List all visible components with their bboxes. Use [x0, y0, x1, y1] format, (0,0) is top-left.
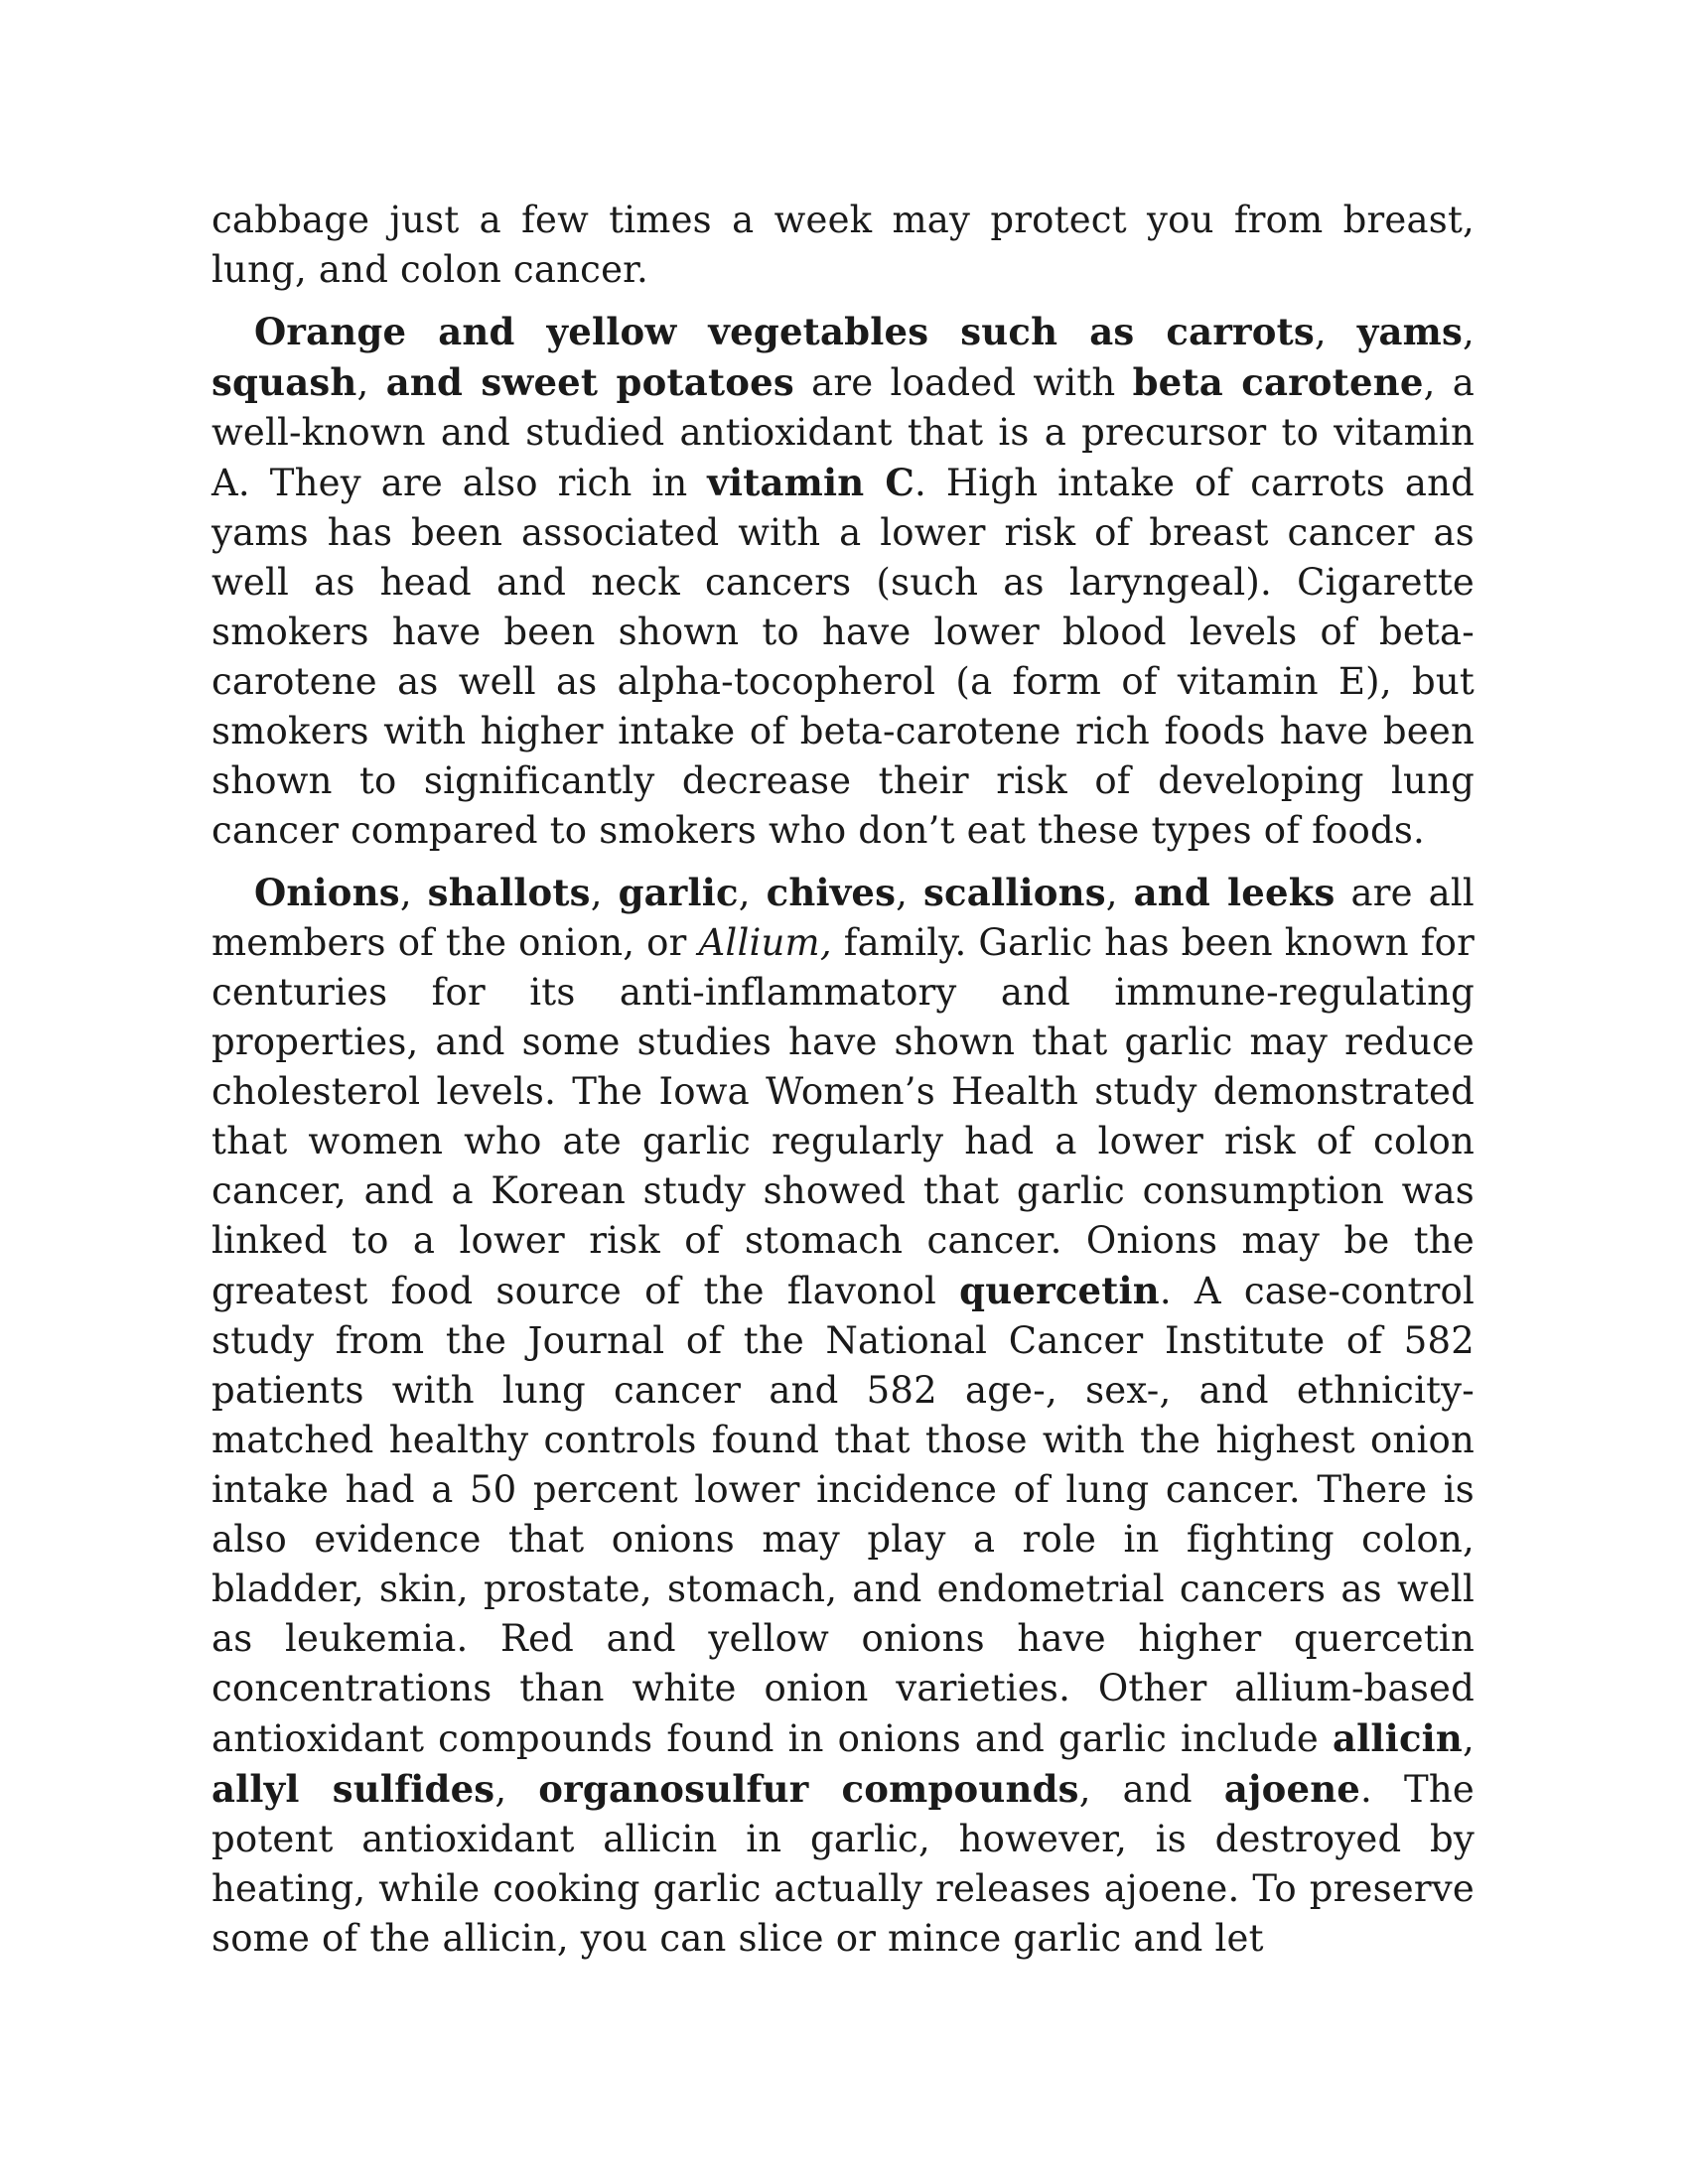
bold-term: shallots — [427, 871, 591, 914]
text-run: , — [738, 872, 767, 914]
bold-term: beta carotene — [1132, 360, 1424, 404]
text-run: are loaded with — [793, 361, 1133, 404]
bold-term: vitamin C — [707, 461, 914, 504]
text-run: , a well-known and studied antioxidant that is a precursor to vitamin A. They are also rich in — [211, 361, 1475, 504]
bold-term: quercetin — [959, 1269, 1160, 1312]
paragraph-1 — [211, 196, 1475, 295]
document-page — [211, 196, 1475, 1976]
bold-term: organosulfur compounds — [538, 1767, 1079, 1811]
italic-term: Allium, — [698, 921, 832, 964]
bold-term: squash — [211, 360, 357, 404]
bold-term: yams — [1356, 310, 1464, 353]
bold-term: Onions — [254, 871, 400, 914]
text-run: , — [494, 1768, 539, 1811]
text-run: , — [1314, 311, 1357, 353]
bold-term: allyl sulfides — [211, 1767, 495, 1811]
text-run: , — [399, 872, 428, 914]
text-run: , and — [1078, 1768, 1224, 1811]
text-run: , — [356, 361, 386, 404]
bold-term: and sweet potatoes — [385, 360, 794, 404]
paragraph-2 — [211, 307, 1475, 856]
bold-term: Orange and yellow vegetables such as carrots — [254, 310, 1315, 353]
text-run: . A case-control study from the Journal of the National Cancer Institute of 582 patients with lung cancer and 582 age-, sex-, and ethnicity-matched healthy controls found that those with the highest onion intake had a 50 percent lower incidence of lung cancer. There is also evidence that onions may play a role in fighting colon, bladder, skin, prostate, stomach, and endometrial cancers as well as leukemia. Red and yellow onions have higher quercetin concentrations than white onion varieties. Other allium-based antioxidant compounds found in onions and garlic include — [211, 1270, 1475, 1760]
bold-term: and leeks — [1133, 871, 1336, 914]
bold-term: allicin — [1333, 1716, 1464, 1760]
bold-term: ajoene — [1223, 1767, 1361, 1811]
text-run: . High intake of carrots and yams has been associated with a lower risk of breast cancer as well as head and neck cancers (such as laryngeal). Cigarette smokers have been shown to have lower blood levels of beta-carotene as well as alpha-tocopherol (a form of vitamin E), but smokers with higher intake of beta-carotene rich foods have been shown to significantly decrease their risk of developing lung cancer compared to smokers who don’t eat these types of foods. — [211, 462, 1475, 852]
text-run: family. Garlic has been known for centuries for its anti-inflammatory and immune-regulating properties, and some studies have shown that garlic may reduce cholesterol levels. The Iowa Women’s Health study demonstrated that women who ate garlic regularly had a lower risk of colon cancer, and a Korean study showed that garlic consumption was linked to a lower risk of stomach cancer. Onions may be the greatest food source of the flavonol — [211, 921, 1475, 1312]
text-run: , — [1105, 872, 1134, 914]
bold-term: garlic — [618, 871, 739, 914]
text-run: , — [590, 872, 619, 914]
text-run: . The potent antioxidant allicin in garlic, however, is destroyed by heating, while cooking garlic actually releases ajoene. To preserve some of the allicin, you can slice or mince garlic and let — [211, 1768, 1475, 1960]
text-run: , — [1463, 1717, 1475, 1760]
paragraph-3 — [211, 868, 1475, 1964]
bold-term: chives — [766, 871, 897, 914]
text-run: , — [896, 872, 924, 914]
text-run: cabbage just a few times a week may protect you from breast, lung, and colon cancer. — [211, 199, 1475, 291]
text-run: are all members of the onion, or — [211, 872, 1475, 964]
text-run: , — [1463, 311, 1475, 353]
bold-term: scallions — [923, 871, 1106, 914]
